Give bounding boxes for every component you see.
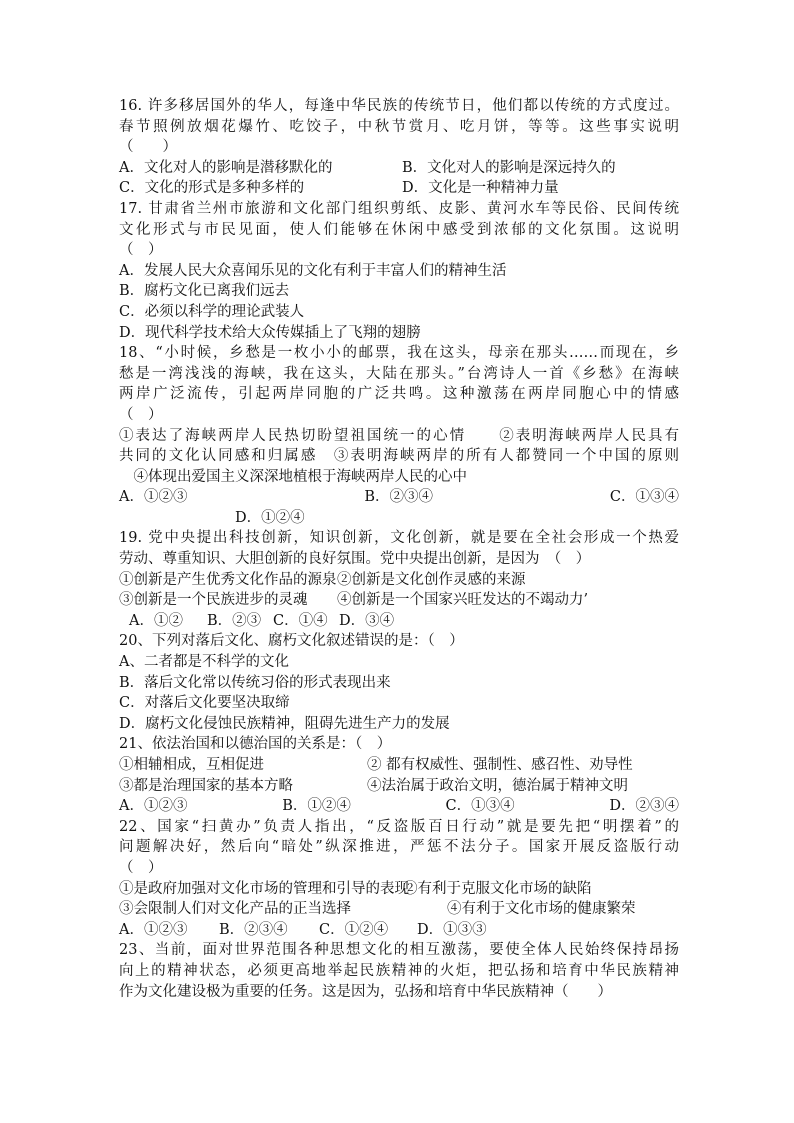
q19-options-row xyxy=(119,611,679,632)
q18-statement-line: ①表达了海峡两岸人民热切盼望祖国统一的心情 ②表明海峡两岸人民具有 xyxy=(119,427,679,444)
q17-answer-blank: （ ） xyxy=(119,242,163,259)
q16-options-row xyxy=(119,178,679,199)
q16-option-b: B．文化对人的影响是深远持久的 xyxy=(402,159,616,176)
q20-stem-line: 20、下列对落后文化、腐朽文化叙述错误的是：（ ） xyxy=(119,633,464,650)
q16-option-c: C．文化的形式是多种多样的 xyxy=(119,180,305,197)
q18-stem-line: 18、“小时候，乡愁是一枚小小的邮票，我在这头，母亲在那头……而现在，乡 xyxy=(119,345,679,362)
q22-statement-3: ③会限制人们对文化产品的正当选择 xyxy=(119,901,351,918)
q22-statement-row xyxy=(119,899,679,920)
q22-option-d: D．①③③ xyxy=(417,921,487,938)
q21-statement-4: ④法治属于政治文明，德治属于精神文明 xyxy=(367,777,628,794)
q21-statement-row xyxy=(119,755,679,776)
q22-statement-1: ①是政府加强对文化市场的管理和引导的表现 xyxy=(119,880,409,897)
q17-option-a: A．发展人民大众喜闻乐见的文化有利于丰富人们的精神生活 xyxy=(119,262,507,279)
q21-statement-2: ② 都有权威性、强制性、感召性、劝导性 xyxy=(367,757,633,773)
q22-option-b: B．②③④ xyxy=(219,921,288,938)
q18-option-a: A．①②③ xyxy=(119,489,188,506)
q19-stem-line: 19. 党中央提出科技创新，知识创新，文化创新，就是要在全社会形成一个热爱 xyxy=(119,530,679,547)
q16-option-a: A．文化对人的影响是潜移默化的 xyxy=(119,159,333,176)
q21-option-c: C．①③④ xyxy=(445,798,515,815)
q18-answer-blank: （ ） xyxy=(119,406,163,423)
q20-option-d: D．腐朽文化侵蚀民族精神，阻碍先进生产力的发展 xyxy=(119,715,450,732)
q23-stem-line: 作为文化建设极为重要的任务。这是因为，弘扬和培育中华民族精神（ ） xyxy=(119,983,612,1000)
q21-option-d: D．②③④ xyxy=(609,798,679,815)
q21-option-a: A．①②③ xyxy=(119,798,188,815)
q19-option-a: A．①② xyxy=(129,612,183,629)
exam-page xyxy=(119,96,679,1002)
q19-option-b: B．②③ xyxy=(207,612,262,629)
q17-stem-line: 文化形式与市民见面，使人们能够在休闲中感受到浓郁的文化氛围。这说明 xyxy=(119,221,679,238)
q19-statement-row xyxy=(119,570,679,591)
q18-option-b: B．②③④ xyxy=(364,489,434,506)
q22-statement-row xyxy=(119,879,679,900)
q22-options-row xyxy=(119,920,679,941)
q18-statement-line: 共同的文化认同感和归属感 ③表明海峡两岸的所有人都赞同一个中国的原则 xyxy=(119,448,679,465)
q17-option-d: D．现代科学技术给大众传媒插上了飞翔的翅膀 xyxy=(119,324,421,341)
q19-option-d: D．③④ xyxy=(339,612,395,629)
q19-statement-row xyxy=(119,590,679,611)
q17-option-c: C．必须以科学的理论武装人 xyxy=(119,303,305,320)
q22-answer-blank: （ ） xyxy=(119,859,163,876)
q19-statement-4: ④创新是一个国家兴旺发达的不竭动力’ xyxy=(337,592,589,609)
q16-options-row xyxy=(119,158,679,179)
q23-stem-line: 向上的精神状态，必须更高地举起民族精神的火炬，把弘扬和培育中华民族精神 xyxy=(119,962,679,979)
q22-statement-4: ④有利于文化市场的健康繁荣 xyxy=(447,901,636,918)
q18-statement-line: ④体现出爱国主义深深地植根于海峡两岸人民的心中 xyxy=(119,468,467,485)
q21-option-b: B．①②④ xyxy=(282,798,351,815)
q20-option-c: C．对落后文化要坚决取缔 xyxy=(119,695,290,712)
q21-statement-row xyxy=(119,776,679,797)
q18-option-d-text: D．①②④ xyxy=(235,509,305,526)
q19-statement-3: ③创新是一个民族进步的灵魂 xyxy=(119,592,308,609)
q21-statement-3: ③都是治理国家的基本方略 xyxy=(119,777,293,794)
q19-stem-line: 劳动、尊重知识、大胆创新的良好氛围。党中央提出创新，是因为 （ ） xyxy=(119,551,591,568)
q18-option-c: C．①③④ xyxy=(609,489,679,506)
q19-statement-2: ②创新是文化创作灵感的来源 xyxy=(337,571,526,588)
q22-stem-line: 问题解决好，然后向“暗处”纵深推进，严惩不法分子。国家开展反盗版行动 xyxy=(119,839,679,856)
q22-option-c: C．①②④ xyxy=(319,921,389,938)
q19-option-c: C．①④ xyxy=(273,612,328,629)
q21-stem-line: 21、依法治国和以德治国的关系是：（ ） xyxy=(119,736,392,753)
q19-statement-1: ①创新是产生优秀文化作品的源泉 xyxy=(119,571,337,588)
q16-stem-line: 16. 许多移居国外的华人，每逢中华民族的传统节日，他们都以传统的方式度过。 xyxy=(119,98,679,114)
q23-stem-line: 23、当前，面对世界范围各种思想文化的相互激荡，要使全体人民始终保持昂扬 xyxy=(119,942,679,959)
q22-statement-2: ②有利于克服文化市场的缺陷 xyxy=(403,880,592,897)
q16-answer-blank: （ ） xyxy=(119,139,177,156)
q18-stem-line: 愁是一湾浅浅的海峡，我在这头，大陆在那头。”台湾诗人一首《乡愁》在海峡 xyxy=(119,365,679,382)
q16-stem-line: 春节照例放烟花爆竹、吃饺子，中秋节赏月、吃月饼，等等。这些事实说明 xyxy=(119,118,679,135)
q17-option-b: B．腐朽文化已离我们远去 xyxy=(119,283,290,300)
q16-option-d: D．文化是一种精神力量 xyxy=(402,180,559,197)
q22-option-a: A．①②③ xyxy=(119,921,188,938)
q17-stem-line: 17. 甘肃省兰州市旅游和文化部门组织剪纸、皮影、黄河水车等民俗、民间传统 xyxy=(119,200,679,217)
q18-options-row xyxy=(119,487,679,508)
q20-option-b: B．落后文化常以传统习俗的形式表现出来 xyxy=(119,674,391,691)
q21-statement-1: ①相辅相成，互相促进 xyxy=(119,757,264,773)
q20-option-a: A、二者都是不科学的文化 xyxy=(119,654,289,671)
q18-option-d xyxy=(119,508,679,529)
q21-options-row xyxy=(119,796,679,817)
q22-stem-line: 22、国家“扫黄办”负责人指出，“反盗版百日行动”就是要先把“明摆着”的 xyxy=(119,818,679,835)
q18-stem-line: 两岸广泛流传，引起两岸同胞的广泛共鸣。这种激荡在两岸同胞心中的情感 xyxy=(119,386,679,403)
